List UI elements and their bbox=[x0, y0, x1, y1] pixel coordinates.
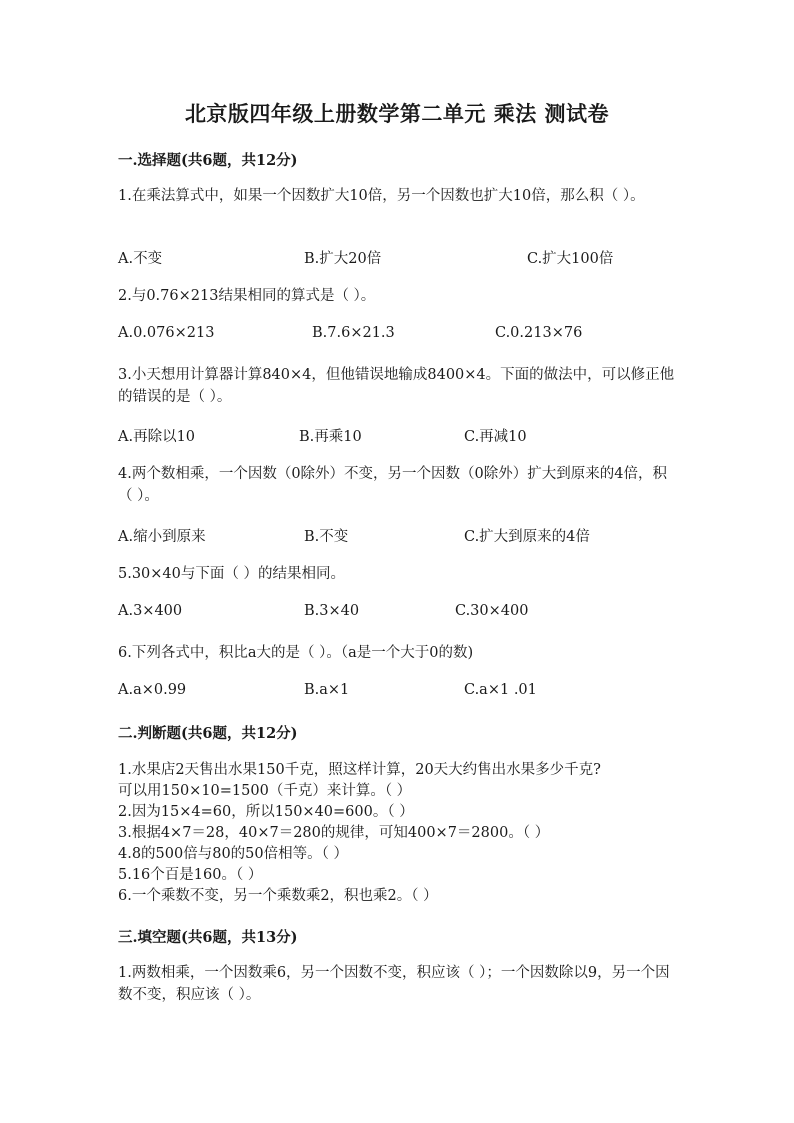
choice-5-option-c: C.30×400 bbox=[455, 603, 529, 619]
judge-line-6: 5.16个百是160。（ ） bbox=[118, 867, 263, 883]
section-heading-choice: 一.选择题(共6题，共12分) bbox=[118, 152, 298, 169]
section-heading-judge: 二.判断题(共6题，共12分) bbox=[118, 725, 298, 742]
choice-question-2: 2.与0.76×213结果相同的算式是（ ）。 bbox=[118, 288, 376, 304]
choice-3-option-b: B.再乘10 bbox=[299, 429, 362, 445]
judge-line-1: 1.水果店2天售出水果150千克，照这样计算，20天大约售出水果多少千克? bbox=[118, 762, 601, 778]
choice-6-option-c: C.a×1 .01 bbox=[464, 682, 537, 698]
judge-line-5: 4.8的500倍与80的50倍相等。（ ） bbox=[118, 846, 348, 862]
choice-question-4: 4.两个数相乘，一个因数（0除外）不变，另一个因数（0除外）扩大到原来的4倍，积（ ）。 bbox=[118, 466, 668, 504]
choice-1-option-c: C.扩大100倍 bbox=[527, 251, 614, 267]
choice-2-option-a: A.0.076×213 bbox=[118, 325, 215, 341]
choice-6-option-a: A.a×0.99 bbox=[118, 682, 187, 698]
fill-question-1: 1.两数相乘，一个因数乘6，另一个因数不变，积应该（ ）；一个因数除以9，另一个因数不变，积应该（ ）。 bbox=[118, 965, 670, 1003]
choice-2-option-b: B.7.6×21.3 bbox=[312, 325, 395, 341]
choice-4-option-c: C.扩大到原来的4倍 bbox=[464, 529, 590, 545]
judge-line-7: 6.一个乘数不变，另一个乘数乘2，积也乘2。（ ） bbox=[118, 888, 438, 904]
choice-3-option-c: C.再减10 bbox=[464, 429, 527, 445]
page-title: 北京版四年级上册数学第二单元 乘法 测试卷 bbox=[184, 101, 610, 126]
choice-3-option-a: A.再除以10 bbox=[118, 429, 196, 445]
choice-6-option-b: B.a×1 bbox=[304, 682, 350, 698]
judge-line-3: 2.因为15×4=60，所以150×40=600。（ ） bbox=[118, 804, 414, 820]
choice-1-option-b: B.扩大20倍 bbox=[304, 251, 382, 267]
choice-1-option-a: A.不变 bbox=[118, 251, 163, 267]
choice-2-option-c: C.0.213×76 bbox=[495, 325, 583, 341]
choice-5-option-a: A.3×400 bbox=[118, 603, 183, 619]
choice-question-5: 5.30×40与下面（ ）的结果相同。 bbox=[118, 566, 345, 582]
section-heading-fill: 三.填空题(共6题，共13分) bbox=[118, 929, 298, 946]
judge-line-2: 可以用150×10=1500（千克）来计算。（ ） bbox=[118, 783, 412, 799]
choice-question-6: 6.下列各式中，积比a大的是（ ）。（a是一个大于0的数) bbox=[118, 645, 474, 661]
choice-5-option-b: B.3×40 bbox=[304, 603, 360, 619]
judge-line-4: 3.根据4×7＝28，40×7＝280的规律，可知400×7＝2800。（ ） bbox=[118, 825, 550, 841]
choice-question-3: 3.小天想用计算器计算840×4，但他错误地输成8400×4。下面的做法中，可以修正他的错误的是（ ）。 bbox=[118, 367, 675, 405]
choice-4-option-b: B.不变 bbox=[304, 529, 349, 545]
choice-question-1: 1.在乘法算式中，如果一个因数扩大10倍，另一个因数也扩大10倍，那么积（ ）。 bbox=[118, 188, 645, 204]
choice-4-option-a: A.缩小到原来 bbox=[118, 529, 206, 545]
